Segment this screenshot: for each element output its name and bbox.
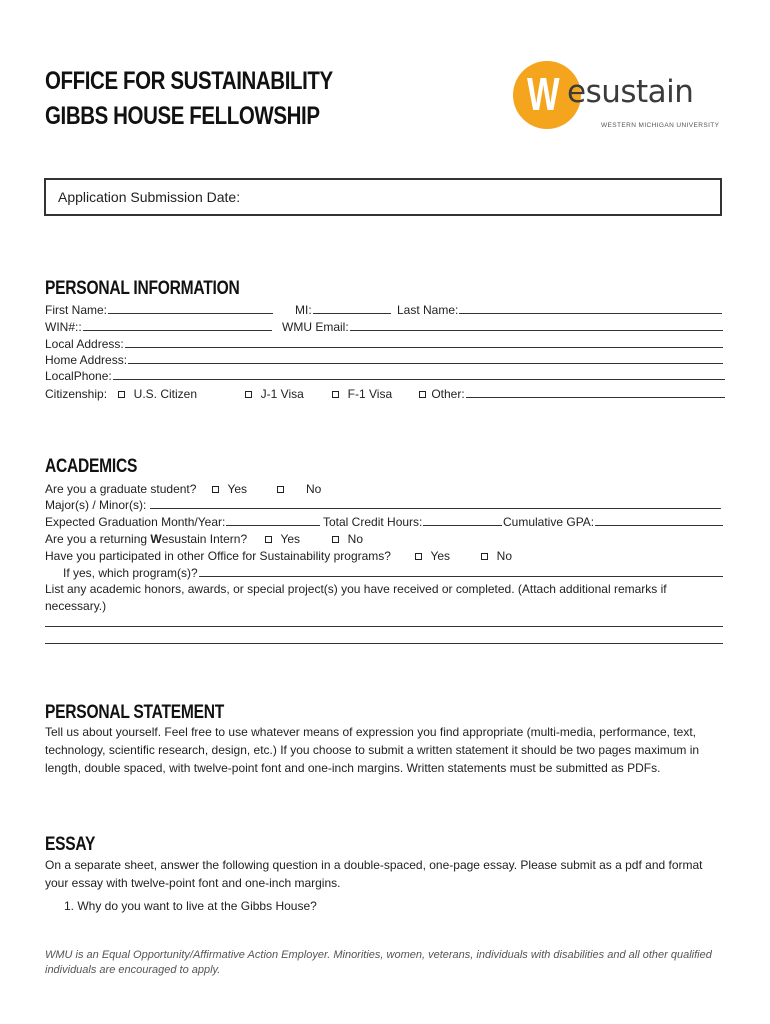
honors-line-2[interactable] (45, 643, 723, 644)
f1-visa-checkbox[interactable] (332, 391, 339, 398)
j1-visa-label: J-1 Visa (260, 387, 304, 401)
home-address-label: Home Address: (45, 353, 128, 367)
first-name-field[interactable] (45, 302, 273, 318)
local-phone-field[interactable] (45, 368, 725, 384)
participated-question: Have you participated in other Office for Sustainability programs? (45, 549, 391, 563)
logo-wordmark: esustain (567, 74, 694, 110)
academics-heading: ACADEMICS (45, 456, 138, 477)
f1-visa-option[interactable] (330, 386, 392, 402)
participated-yes-checkbox[interactable] (415, 553, 422, 560)
participated-yes-label: Yes (430, 549, 451, 563)
win-field[interactable] (45, 319, 272, 335)
submission-date-label: Application Submission Date: (58, 189, 241, 205)
wesustain-logo (510, 58, 720, 136)
graduate-no-option[interactable] (275, 481, 321, 497)
j1-visa-option[interactable] (243, 386, 304, 402)
local-phone-label: LocalPhone: (45, 369, 112, 383)
personal-info-heading: PERSONAL INFORMATION (45, 278, 240, 299)
returning-question-pre: Are you a returning (45, 532, 151, 546)
returning-no-option[interactable] (330, 531, 363, 547)
local-address-label: Local Address: (45, 337, 124, 351)
honors-prompt: List any academic honors, awards, or special project(s) you have received or completed. (Attach additional remarks if necessary.) (45, 582, 667, 613)
graduate-no-label: No (306, 482, 322, 496)
wmu-email-label: WMU Email: (282, 320, 349, 334)
returning-no-label: No (347, 532, 364, 546)
which-program-label: If yes, which program(s)? (63, 566, 198, 580)
participated-no-option[interactable] (479, 548, 512, 564)
returning-yes-label: Yes (280, 532, 301, 546)
last-name-label: Last Name: (397, 303, 459, 317)
other-checkbox[interactable] (419, 391, 426, 398)
mi-label: MI: (295, 303, 312, 317)
personal-statement-heading: PERSONAL STATEMENT (45, 702, 225, 723)
equal-opportunity-footer: WMU is an Equal Opportunity/Affirmative Action Employer. Minorities, women, veterans, individuals with disabilities and all other qualified individuals are encouraged to apply. (45, 949, 712, 976)
participated-yes-option[interactable] (413, 548, 450, 564)
participated-no-label: No (496, 549, 513, 563)
us-citizen-label: U.S. Citizen (133, 387, 198, 401)
title-line-1: OFFICE FOR SUSTAINABILITY (45, 67, 333, 95)
mi-field[interactable] (295, 302, 391, 318)
returning-yes-checkbox[interactable] (265, 536, 272, 543)
which-program-field[interactable] (63, 565, 723, 581)
graduation-date-label: Expected Graduation Month/Year: (45, 515, 226, 529)
graduate-no-checkbox[interactable] (277, 486, 284, 493)
returning-question-bold: W (150, 532, 162, 546)
gpa-field[interactable] (503, 514, 723, 530)
citizenship-label: Citizenship: (45, 387, 108, 401)
graduate-yes-checkbox[interactable] (212, 486, 219, 493)
us-citizen-option[interactable] (116, 386, 197, 402)
title-line-2: GIBBS HOUSE FELLOWSHIP (45, 102, 320, 130)
home-address-field[interactable] (45, 352, 723, 368)
essay-text: On a separate sheet, answer the following question in a double-spaced, one-page essay. Please submit as a pdf and format your essay with twelve-point font and one-inch margins. (45, 858, 703, 890)
wmu-email-field[interactable] (282, 319, 723, 335)
essay-question: 1. Why do you want to live at the Gibbs House? (64, 899, 317, 913)
major-label: Major(s) / Minor(s): (45, 498, 147, 512)
graduation-date-field[interactable] (45, 514, 320, 530)
last-name-field[interactable] (397, 302, 722, 318)
graduate-yes-option[interactable] (210, 481, 247, 497)
local-address-field[interactable] (45, 336, 723, 352)
first-name-label: First Name: (45, 303, 108, 317)
graduate-yes-label: Yes (227, 482, 248, 496)
returning-no-checkbox[interactable] (332, 536, 339, 543)
logo-w-letter: W (527, 68, 560, 120)
other-option[interactable] (417, 386, 725, 402)
logo-university: WESTERN MICHIGAN UNIVERSITY (601, 122, 720, 129)
f1-visa-label: F-1 Visa (347, 387, 393, 401)
major-field[interactable] (45, 497, 721, 513)
returning-question-post: esustain Intern? (161, 532, 248, 546)
returning-yes-option[interactable] (263, 531, 300, 547)
win-label: WIN#:: (45, 320, 82, 334)
us-citizen-checkbox[interactable] (118, 391, 125, 398)
participated-no-checkbox[interactable] (481, 553, 488, 560)
j1-visa-checkbox[interactable] (245, 391, 252, 398)
honors-line-1[interactable] (45, 626, 723, 627)
graduate-question: Are you a graduate student? (45, 482, 197, 496)
personal-statement-text: Tell us about yourself. Feel free to use whatever means of expression you find appropriate (multi-media, performance, text, technology, scientific research, design, etc.) If you choose to submit a written statement it should be two pages maximum in length, double spaced, with twelve-point font and one-inch margins. Written statements must be submitted as PDFs. (45, 725, 700, 775)
credit-hours-label: Total Credit Hours: (323, 515, 423, 529)
page-title (45, 64, 333, 134)
returning-question (45, 531, 247, 547)
gpa-label: Cumulative GPA: (503, 515, 595, 529)
submission-date-field[interactable] (44, 178, 722, 216)
essay-heading: ESSAY (45, 834, 96, 855)
credit-hours-field[interactable] (323, 514, 502, 530)
other-label: Other: (431, 387, 465, 401)
